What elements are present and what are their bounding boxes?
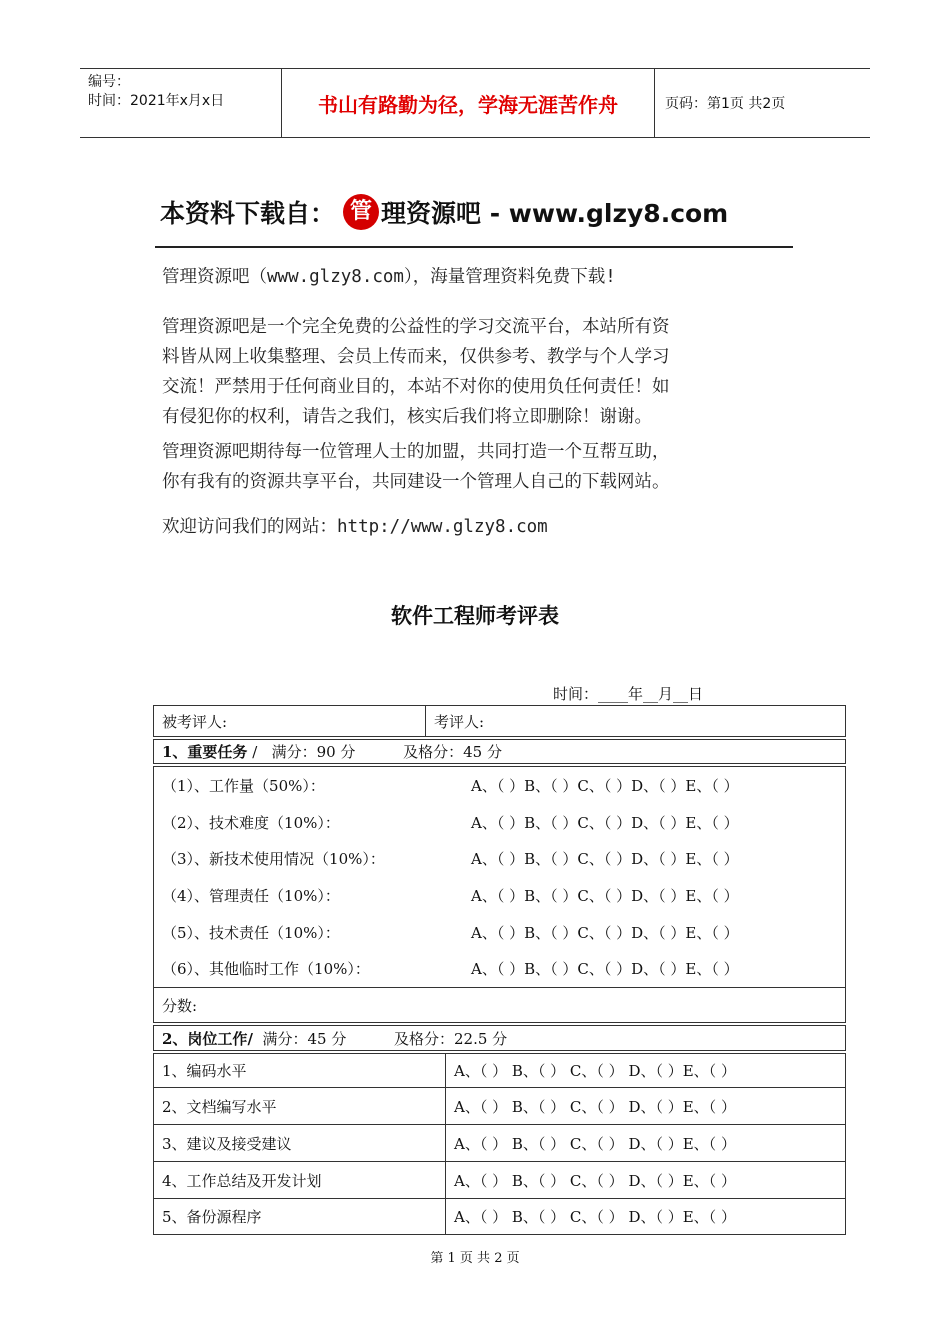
task-item-options[interactable]: A、（ ）B、（ ）C、（ ）D、（ ）E、（ ） [471, 850, 739, 869]
intro-invitation-line: 管理资源吧期待每一位管理人士的加盟，共同打造一个互帮互助， [162, 442, 670, 462]
duty-row [153, 1053, 846, 1088]
reviewer-row [153, 705, 846, 737]
section-2-heading: 2、岗位工作/ [162, 1029, 253, 1048]
section-1-heading: 1、重要任务 [162, 743, 248, 761]
task-item-label: （4）、管理责任（10%）： [162, 886, 340, 905]
section-2-header-cell [154, 1026, 507, 1050]
section-1-scores: / 满分：90 分 及格分：45 分 [247, 743, 502, 761]
section-1-items [153, 766, 846, 988]
duty-row [153, 1162, 846, 1199]
site-logo-icon: 管 [343, 194, 379, 230]
evaluation-date: 时间：____年__月__日 [553, 685, 704, 703]
section-1-score-field[interactable]: 分数: [162, 996, 198, 1015]
task-item [154, 877, 845, 914]
task-item-label: （2）、技术难度（10%）： [162, 813, 340, 832]
duty-row [153, 1088, 846, 1125]
doc-number-label: 编号： [88, 74, 130, 90]
page-title: 软件工程师考评表 [391, 604, 559, 628]
header-page-number: 页码：第1页 共2页 [665, 96, 786, 112]
duty-label: 2、文档编写水平 [154, 1088, 446, 1124]
duty-row [153, 1125, 846, 1162]
task-item-options[interactable]: A、（ ）B、（ ）C、（ ）D、（ ）E、（ ） [471, 960, 739, 979]
intro-invitation-line: 你有我有的资源共享平台，共同建设一个管理人自己的下载网站。 [162, 472, 670, 492]
intro-disclaimer-line: 交流！严禁用于任何商业目的，本站不对你的使用负任何责任！如 [162, 377, 670, 397]
banner-site-name: 理资源吧 - www.glzy8.com [381, 199, 729, 228]
intro-disclaimer-line: 有侵犯你的权利，请告之我们，核实后我们将立即删除！谢谢。 [162, 407, 652, 427]
doc-time-label: 时间：2021年x月x日 [88, 93, 225, 109]
reviewee-field[interactable]: 被考评人: [154, 706, 426, 736]
source-banner [160, 190, 800, 234]
duty-options[interactable]: A、（ ） B、（ ） C、（ ） D、（ ）E、（ ） [454, 1171, 736, 1190]
task-item [154, 914, 845, 951]
task-item-options[interactable]: A、（ ）B、（ ）C、（ ）D、（ ）E、（ ） [471, 886, 739, 905]
section-1-header [153, 739, 846, 764]
task-item-options[interactable]: A、（ ）B、（ ）C、（ ）D、（ ）E、（ ） [471, 923, 739, 942]
intro-disclaimer-line: 管理资源吧是一个完全免费的公益性的学习交流平台，本站所有资 [162, 317, 670, 337]
task-item-options[interactable]: A、（ ）B、（ ）C、（ ）D、（ ）E、（ ） [471, 776, 739, 795]
banner-divider [155, 246, 793, 248]
task-item [154, 840, 845, 877]
task-item-label: （6）、其他临时工作（10%）： [162, 960, 370, 979]
header-motto: 书山有路勤为径，学海无涯苦作舟 [282, 69, 655, 137]
section-1-header-cell [154, 740, 502, 763]
page-footer: 第 1 页 共 2 页 [430, 1251, 520, 1266]
banner-prefix: 本资料下载自： [160, 199, 336, 228]
intro-disclaimer-line: 料皆从网上收集整理、会员上传而来，仅供参考、教学与个人学习 [162, 347, 670, 367]
intro-disclaimer [162, 312, 802, 432]
reviewer-field[interactable]: 考评人: [434, 712, 485, 731]
task-item-label: （1）、工作量（50%）： [162, 776, 325, 795]
task-item-options[interactable]: A、（ ）B、（ ）C、（ ）D、（ ）E、（ ） [471, 813, 739, 832]
duty-label: 1、编码水平 [154, 1054, 446, 1087]
section-2-scores: 满分：45 分 及格分：22.5 分 [252, 1029, 508, 1048]
page-header [80, 68, 870, 138]
header-meta [80, 69, 282, 137]
intro-line: 管理资源吧（www.glzy8.com），海量管理资料免费下载! [162, 267, 616, 287]
intro-visit-link[interactable]: 欢迎访问我们的网站：http://www.glzy8.com [162, 517, 548, 537]
duty-label: 5、备份源程序 [154, 1199, 446, 1234]
intro-invitation [162, 437, 802, 497]
section-2-header [153, 1025, 846, 1051]
duty-row [153, 1199, 846, 1235]
duty-options[interactable]: A、（ ） B、（ ） C、（ ） D、（ ）E、（ ） [454, 1208, 736, 1227]
task-item-label: （3）、新技术使用情况（10%）： [162, 850, 385, 869]
duty-options[interactable]: A、（ ） B、（ ） C、（ ） D、（ ）E、（ ） [454, 1062, 736, 1081]
duty-options[interactable]: A、（ ） B、（ ） C、（ ） D、（ ）E、（ ） [454, 1097, 736, 1116]
section-1-score-row [153, 988, 846, 1023]
task-item [154, 950, 845, 987]
duty-options[interactable]: A、（ ） B、（ ） C、（ ） D、（ ）E、（ ） [454, 1134, 736, 1153]
task-item [154, 767, 845, 804]
task-item-label: （5）、技术责任（10%）： [162, 923, 340, 942]
duty-label: 4、工作总结及开发计划 [154, 1162, 446, 1198]
task-item [154, 804, 845, 841]
duty-label: 3、建议及接受建议 [154, 1125, 446, 1161]
evaluation-form [153, 705, 846, 1235]
